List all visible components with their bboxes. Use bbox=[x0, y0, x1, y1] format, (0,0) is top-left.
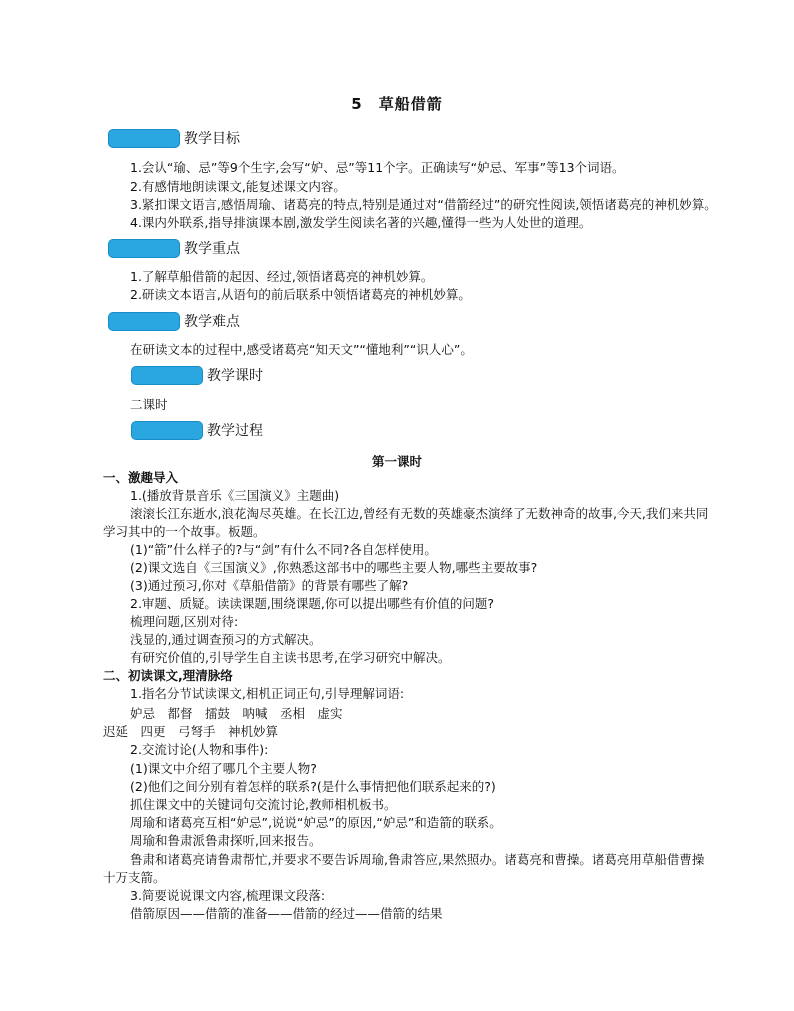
body-line: 2.审题、质疑。读读课题,围绕课题,你可以提出哪些有价值的问题? bbox=[130, 596, 495, 611]
difficulty-item: 在研读文本的过程中,感受诸葛亮“知天文”“懂地利”“识人心”。 bbox=[130, 342, 473, 357]
body-line: 抓住课文中的关键词句交流讨论,教师相机板书。 bbox=[130, 797, 397, 812]
body-line: 梳理问题,区别对待: bbox=[130, 614, 239, 629]
body-line: 浅显的,通过调查预习的方式解决。 bbox=[130, 632, 322, 647]
goal-item: 1.会认“瑜、忌”等9个生字,会写“妒、忌”等11个字。正确读写“妒忌、军事”等13个词语。 bbox=[130, 160, 625, 175]
body-line: (2)课文选自《三国演义》,你熟悉这部书中的哪些主要人物,哪些主要故事? bbox=[130, 560, 538, 575]
page-title bbox=[0, 93, 794, 114]
body-line: 周瑜和诸葛亮互相“妒忌”,说说“妒忌”的原因,“妒忌”和造箭的联系。 bbox=[130, 815, 502, 830]
vocab-line: 妒忌 都督 擂鼓 呐喊 丞相 虚实 bbox=[130, 706, 343, 721]
section-hours-title: 教学课时 bbox=[207, 368, 263, 384]
section-badge bbox=[131, 366, 203, 385]
body-line: (1)“箭”什么样子的?与“剑”有什么不同?各自怎样使用。 bbox=[130, 542, 437, 557]
lesson-title: 草船借箭 bbox=[378, 95, 443, 113]
body-line: 1.(播放背景音乐《三国演义》主题曲) bbox=[130, 488, 340, 503]
body-line: 3.简要说说课文内容,梳理课文段落: bbox=[130, 888, 326, 903]
lesson1-subtitle: 第一课时 bbox=[371, 454, 422, 469]
goal-item: 2.有感情地朗读课文,能复述课文内容。 bbox=[130, 179, 346, 194]
body-line: 借箭原因——借箭的准备——借箭的经过——借箭的结果 bbox=[130, 906, 443, 921]
section-process-title: 教学过程 bbox=[207, 423, 263, 439]
section-hours-header bbox=[131, 365, 263, 385]
body-line: (2)他们之间分别有着怎样的联系?(是什么事情把他们联系起来的?) bbox=[130, 779, 496, 794]
body-line: 学习其中的一个故事。板题。 bbox=[103, 524, 266, 539]
section-difficulties-title: 教学难点 bbox=[184, 314, 240, 330]
body-line: 2.交流讨论(人物和事件): bbox=[130, 742, 269, 757]
hours-item: 二课时 bbox=[130, 397, 168, 412]
goal-item: 4.课内外联系,指导排演课本剧,激发学生阅读名著的兴趣,懂得一些为人处世的道理。 bbox=[130, 215, 592, 230]
body-line: 鲁肃和诸葛亮请鲁肃帮忙,并要求不要告诉周瑜,鲁肃答应,果然照办。诸葛亮和曹操。诸葛亮用草船借曹操 bbox=[130, 852, 705, 867]
section-badge bbox=[131, 421, 203, 440]
section-goals-title: 教学目标 bbox=[184, 131, 240, 147]
body-line: 周瑜和鲁肃派鲁肃探听,回来报告。 bbox=[130, 833, 322, 848]
body-line: 二、初读课文,理清脉络 bbox=[103, 668, 233, 683]
body-line: (3)通过预习,你对《草船借箭》的背景有哪些了解? bbox=[130, 578, 409, 593]
body-line: (1)课文中介绍了哪几个主要人物? bbox=[130, 761, 317, 776]
body-line: 滚滚长江东逝水,浪花淘尽英雄。在长江边,曾经有无数的英雄豪杰演绎了无数神奇的故事,今天,我们来共同 bbox=[130, 506, 709, 521]
section-keypoints-title: 教学重点 bbox=[184, 241, 240, 257]
section-difficulties-header bbox=[108, 311, 240, 331]
section-process-header bbox=[131, 420, 263, 440]
body-line: 一、激趣导入 bbox=[103, 470, 179, 485]
keypoint-item: 1.了解草船借箭的起因、经过,领悟诸葛亮的神机妙算。 bbox=[130, 269, 434, 284]
body-line: 有研究价值的,引导学生自主读书思考,在学习研究中解决。 bbox=[130, 650, 451, 665]
lesson-number: 5 bbox=[351, 95, 363, 113]
section-keypoints-header bbox=[108, 238, 240, 258]
section-badge bbox=[108, 239, 180, 258]
section-goals-header bbox=[108, 128, 240, 148]
section-badge bbox=[108, 129, 180, 148]
keypoint-item: 2.研读文本语言,从语句的前后联系中领悟诸葛亮的神机妙算。 bbox=[130, 287, 471, 302]
vocab-line: 迟延 四更 弓弩手 神机妙算 bbox=[103, 724, 279, 739]
section-badge bbox=[108, 312, 180, 331]
body-line: 1.指名分节试读课文,相机正词正句,引导理解词语: bbox=[130, 686, 405, 701]
goal-item: 3.紧扣课文语言,感悟周瑜、诸葛亮的特点,特别是通过对“借箭经过”的研究性阅读,领悟诸葛亮的神机妙算。 bbox=[130, 197, 717, 212]
body-line: 十万支箭。 bbox=[103, 870, 166, 885]
